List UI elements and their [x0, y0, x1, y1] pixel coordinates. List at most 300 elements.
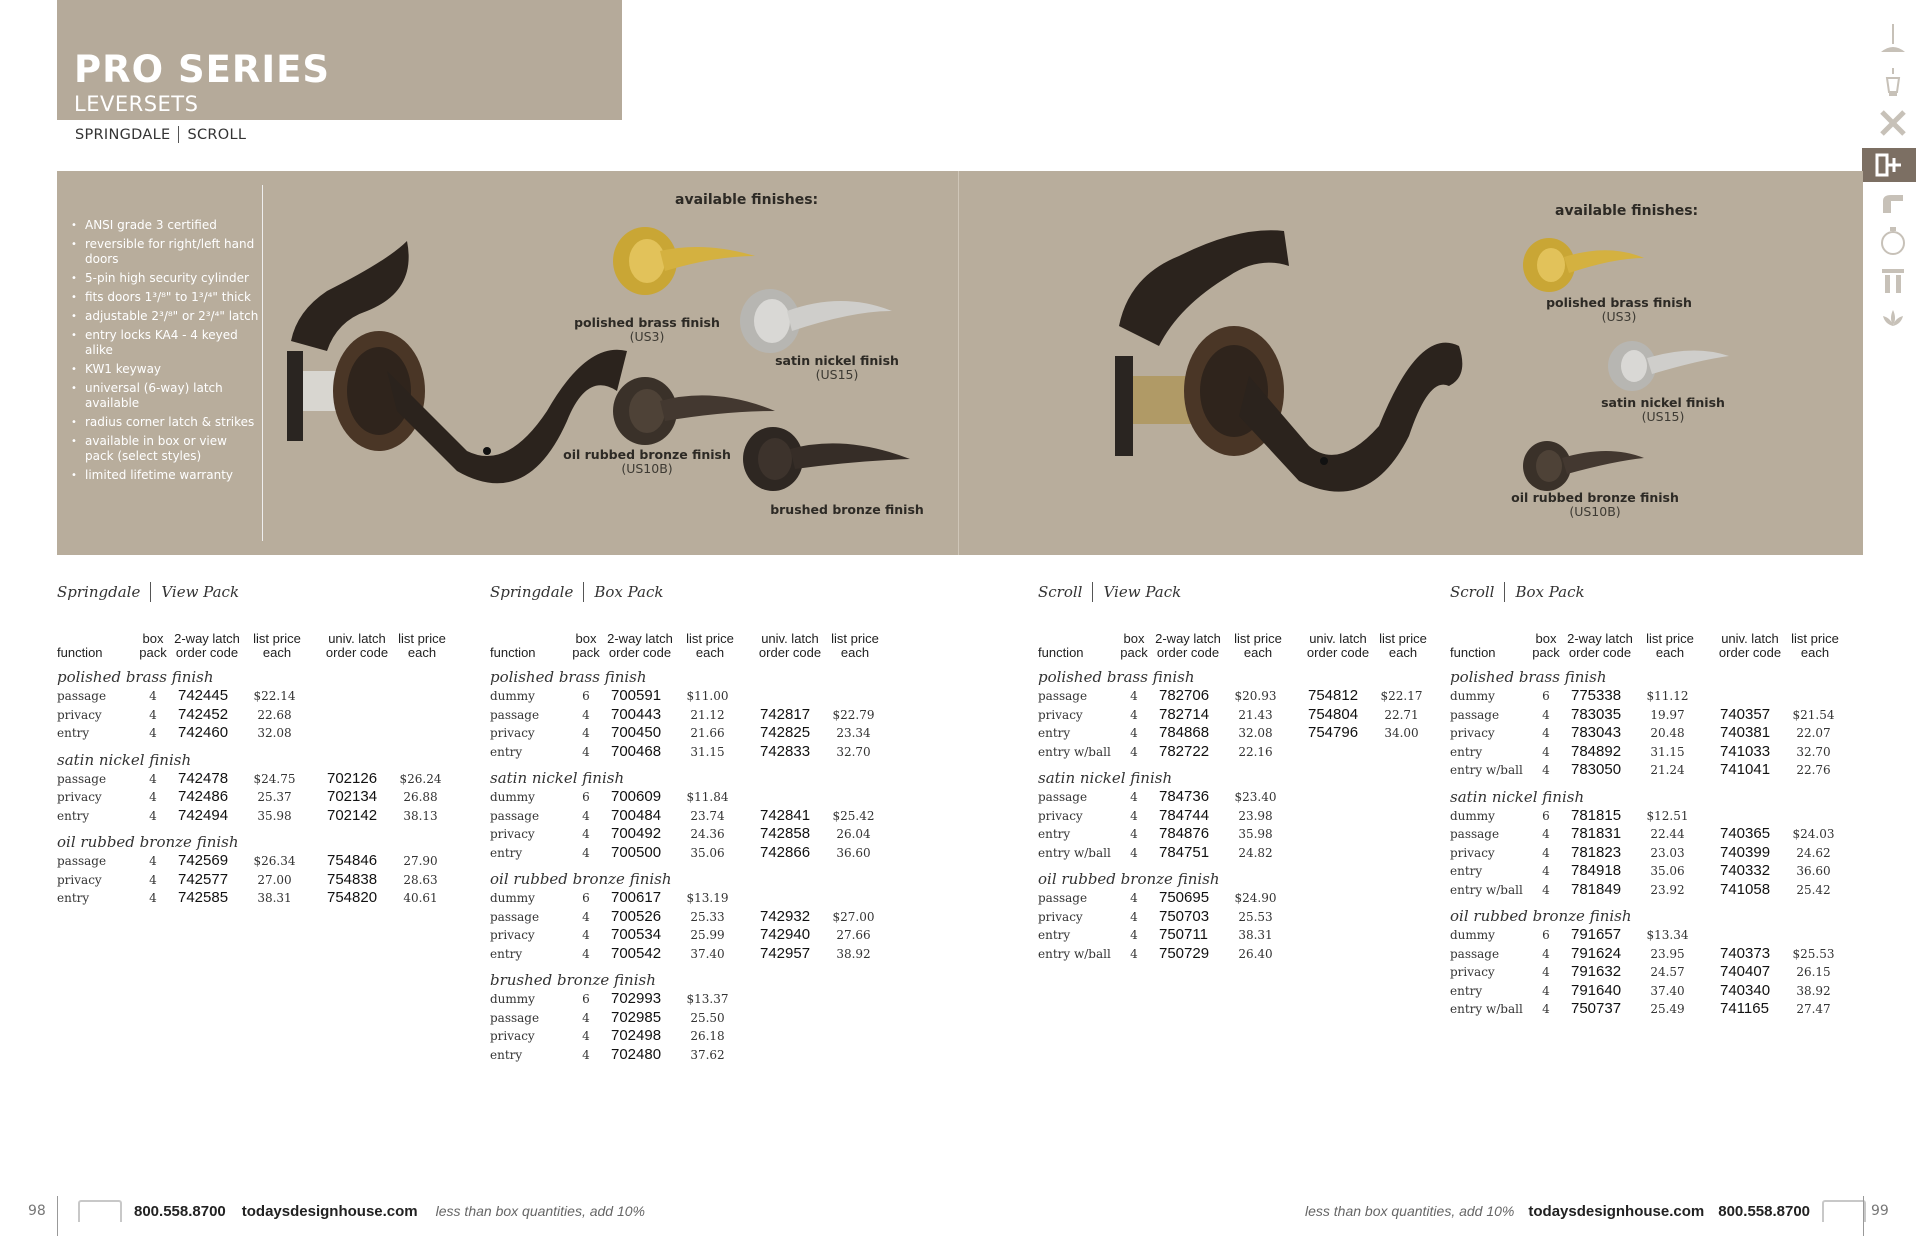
finish-group — [1038, 769, 1438, 862]
function-cell: dummy — [490, 992, 535, 1006]
feature-item: • available in box or view pack (select styles) — [69, 434, 259, 464]
latch-code-cell: 742445 — [178, 687, 229, 704]
table-row — [490, 889, 890, 908]
latch-code-cell: 702480 — [611, 1045, 662, 1063]
box-pack-cell: 4 — [149, 891, 157, 905]
box-pack-cell: 4 — [149, 726, 157, 740]
function-cell: entry — [490, 744, 523, 759]
phone-number[interactable]: 800.558.8700 — [134, 1202, 226, 1220]
col-univ-price: list price each — [1791, 631, 1839, 660]
pendant-light-icon[interactable] — [1866, 24, 1920, 58]
table-row — [1038, 743, 1438, 762]
box-pack-cell: 4 — [1542, 763, 1550, 777]
table-row — [1450, 844, 1850, 863]
col-list-price: list price each — [1234, 631, 1282, 660]
univ-price-cell: $25.42 — [832, 808, 875, 823]
univ-code-cell: 742841 — [760, 806, 811, 824]
table-row — [1038, 908, 1438, 927]
finish-group-title: brushed bronze finish — [490, 971, 656, 989]
list-price-cell: 23.03 — [1650, 845, 1685, 860]
table-row — [1450, 825, 1850, 844]
table-row — [490, 1046, 890, 1065]
function-cell: passage — [57, 771, 107, 786]
latch-code-cell: 750711 — [1159, 926, 1208, 943]
function-cell: dummy — [1450, 808, 1495, 823]
list-price-cell: 37.62 — [690, 1047, 725, 1062]
box-pack-cell: 4 — [582, 1047, 590, 1062]
table-row — [1038, 825, 1438, 844]
table-row — [1450, 724, 1850, 743]
list-price-cell: $24.75 — [253, 771, 296, 786]
function-cell: privacy — [57, 790, 102, 804]
finish-group-title: oil rubbed bronze finish — [1450, 907, 1632, 925]
latch-code-cell: 784751 — [1159, 843, 1210, 861]
table-row — [57, 871, 457, 890]
table-title — [490, 582, 890, 602]
crumb-scroll[interactable]: SCROLL — [187, 126, 247, 143]
col-box-pack: box pack — [1532, 631, 1560, 660]
feature-item: • radius corner latch & strikes — [69, 415, 259, 430]
univ-price-cell: 36.60 — [1796, 864, 1831, 878]
col-latch-code: 2-way latch order code — [1155, 631, 1221, 660]
latch-code-cell: 784876 — [1159, 825, 1210, 842]
finish-group-title: polished brass finish — [1038, 668, 1195, 686]
finish-group — [1038, 668, 1438, 761]
list-price-cell: 31.15 — [690, 744, 725, 759]
function-cell: entry w/ball — [1038, 946, 1111, 961]
univ-price-cell: 22.71 — [1384, 707, 1419, 722]
website-link[interactable]: todaysdesignhouse.com — [241, 1202, 418, 1220]
finish-group-title: satin nickel finish — [1450, 787, 1585, 806]
box-pack-cell: 6 — [1542, 808, 1550, 823]
latch-code-cell: 784744 — [1159, 806, 1210, 824]
list-price-cell: 32.08 — [257, 726, 292, 740]
page-number-right: 99 — [1871, 1203, 1889, 1219]
finish-group — [490, 870, 890, 963]
function-cell: passage — [490, 707, 540, 722]
col-univ-latch: univ. latch order code — [325, 631, 389, 660]
box-pack-cell: 4 — [1130, 845, 1138, 860]
mirror-icon[interactable] — [1866, 224, 1920, 258]
table-row — [490, 926, 890, 945]
latch-code-cell: 791632 — [1571, 963, 1622, 980]
feature-item: • ANSI grade 3 certified — [69, 218, 259, 233]
box-pack-cell: 4 — [582, 744, 590, 759]
latch-code-cell: 742494 — [178, 806, 229, 824]
table-row — [1038, 889, 1438, 908]
function-cell: passage — [1038, 891, 1088, 905]
table-row — [1038, 945, 1438, 964]
list-price-cell: 21.12 — [690, 707, 725, 722]
box-pack-cell: 4 — [582, 1029, 590, 1043]
function-cell: privacy — [1450, 965, 1495, 979]
designhouse-logo-icon — [78, 1200, 122, 1222]
list-price-cell: 21.24 — [1650, 763, 1685, 777]
latch-code-cell: 700443 — [611, 705, 662, 723]
latch-code-cell: 784868 — [1159, 724, 1210, 741]
latch-code-cell: 700534 — [611, 926, 662, 943]
function-cell: privacy — [1038, 909, 1083, 924]
latch-code-cell: 781831 — [1571, 825, 1622, 842]
list-price-cell: 38.31 — [1238, 928, 1273, 942]
univ-price-cell: $24.03 — [1792, 827, 1835, 841]
available-finishes-label: available finishes: — [675, 192, 819, 208]
list-price-cell: 26.18 — [690, 1029, 725, 1043]
function-cell: passage — [1450, 707, 1500, 722]
footer-right — [1305, 1200, 1878, 1222]
box-pack-cell: 4 — [1130, 928, 1138, 942]
box-pack-cell: 6 — [582, 891, 590, 905]
price-table — [490, 582, 890, 1064]
list-price-cell: 25.99 — [690, 928, 725, 942]
feature-item: • adjustable 2³/⁸" or 2³/⁴" latch — [69, 309, 259, 324]
function-cell: privacy — [1450, 845, 1495, 860]
univ-code-cell: 740399 — [1720, 843, 1771, 861]
tools-icon[interactable] — [1866, 106, 1920, 140]
latch-code-cell: 750703 — [1159, 907, 1210, 925]
finish-group-title: polished brass finish — [1450, 668, 1607, 686]
finish-group — [1450, 668, 1850, 780]
latch-code-cell: 700492 — [611, 825, 662, 842]
finish-label-oil-rubbed-bronze: oil rubbed bronze finish (US10B) — [1511, 490, 1679, 519]
univ-price-cell: 27.90 — [403, 854, 438, 868]
list-price-cell: 23.98 — [1238, 808, 1273, 823]
latch-code-cell: 781823 — [1571, 843, 1622, 861]
table-row — [490, 1009, 890, 1028]
finish-label-polished-brass: polished brass finish (US3) — [574, 315, 720, 344]
col-function: function — [1450, 645, 1496, 660]
box-pack-cell: 4 — [582, 845, 590, 860]
table-row — [1450, 982, 1850, 1001]
univ-code-cell: 754796 — [1308, 724, 1359, 741]
col-box-pack: box pack — [1120, 631, 1148, 660]
table-row — [490, 908, 890, 927]
box-pack-cell: 4 — [582, 1010, 590, 1025]
finish-group-title: satin nickel finish — [57, 750, 192, 769]
table-pack-type: View Pack — [161, 583, 240, 601]
latch-code-cell: 784918 — [1571, 862, 1622, 879]
series-header — [57, 0, 622, 120]
list-price-cell: 21.43 — [1238, 707, 1273, 722]
col-list-price: list price each — [686, 631, 734, 660]
box-pack-cell: 6 — [1542, 928, 1550, 942]
table-row — [1038, 788, 1438, 807]
series-title: PRO SERIES — [74, 48, 331, 91]
univ-code-cell: 702142 — [327, 806, 378, 824]
column-headers — [490, 614, 890, 660]
univ-code-cell: 740340 — [1720, 981, 1771, 999]
list-price-cell: 23.95 — [1650, 946, 1685, 961]
list-price-cell: $12.51 — [1646, 808, 1689, 823]
function-cell: privacy — [490, 827, 535, 841]
function-cell: entry — [1038, 726, 1071, 740]
list-price-cell: $20.93 — [1234, 689, 1277, 703]
univ-price-cell: $27.00 — [832, 909, 875, 924]
finish-group — [490, 971, 890, 1064]
box-pack-cell: 4 — [1542, 845, 1550, 860]
function-cell: dummy — [1450, 928, 1495, 942]
univ-code-cell: 740332 — [1720, 862, 1771, 879]
satin-nickel-swatch — [1604, 336, 1734, 396]
list-price-cell: 22.16 — [1238, 744, 1273, 759]
box-pack-cell: 4 — [1130, 707, 1138, 722]
table-title — [57, 582, 457, 602]
univ-code-cell: 742817 — [760, 705, 811, 723]
function-cell: entry — [490, 845, 523, 860]
function-cell: entry w/ball — [1038, 845, 1111, 860]
table-row — [490, 724, 890, 743]
univ-price-cell: 25.42 — [1796, 882, 1831, 897]
univ-price-cell: 34.00 — [1384, 726, 1419, 740]
finish-label-polished-brass: polished brass finish (US3) — [1546, 295, 1692, 324]
column-headers — [57, 614, 457, 660]
crumb-springdale[interactable]: SPRINGDALE — [75, 126, 171, 143]
univ-code-cell: 754838 — [327, 870, 378, 888]
list-price-cell: 35.06 — [690, 845, 725, 860]
col-function: function — [490, 645, 536, 660]
box-pack-cell: 4 — [1130, 744, 1138, 759]
function-cell: entry w/ball — [1450, 1002, 1523, 1016]
latch-code-cell: 784736 — [1159, 788, 1210, 805]
table-row — [57, 724, 457, 743]
list-price-cell: 25.33 — [690, 909, 725, 924]
latch-code-cell: 784892 — [1571, 742, 1622, 760]
latch-code-cell: 783043 — [1571, 724, 1622, 741]
univ-code-cell: 740407 — [1720, 963, 1771, 980]
table-row — [490, 1027, 890, 1046]
table-row — [490, 825, 890, 844]
univ-price-cell: 38.13 — [403, 808, 438, 823]
finish-group — [57, 668, 457, 743]
function-cell: privacy — [1038, 707, 1083, 722]
col-function: function — [1038, 645, 1084, 660]
latch-code-cell: 700468 — [611, 742, 662, 760]
list-price-cell: 38.31 — [257, 891, 292, 905]
univ-price-cell: 36.60 — [836, 845, 871, 860]
univ-price-cell: 28.63 — [403, 872, 438, 887]
finish-group — [1450, 907, 1850, 1019]
table-row — [57, 687, 457, 706]
latch-code-cell: 742460 — [178, 724, 229, 741]
faucet-icon[interactable] — [1866, 186, 1920, 220]
finish-group-title: satin nickel finish — [490, 769, 625, 787]
function-cell: entry — [57, 891, 90, 905]
table-row — [490, 788, 890, 807]
table-style-name: Springdale — [57, 583, 141, 601]
table-row — [1450, 1000, 1850, 1019]
column-icon[interactable] — [1866, 264, 1920, 298]
table-row — [1038, 844, 1438, 863]
phone-number[interactable]: 800.558.8700 — [1718, 1202, 1811, 1220]
function-cell: privacy — [1450, 726, 1495, 740]
univ-price-cell: 27.66 — [836, 928, 871, 942]
table-row — [490, 990, 890, 1009]
univ-code-cell: 740365 — [1720, 825, 1771, 842]
univ-code-cell: 702126 — [327, 769, 378, 787]
latch-code-cell: 750695 — [1159, 889, 1210, 906]
box-pack-cell: 4 — [1130, 808, 1138, 823]
finish-label-satin-nickel: satin nickel finish (US15) — [775, 353, 899, 382]
available-finishes-label: available finishes: — [1555, 203, 1699, 219]
finish-label-satin-nickel: satin nickel finish (US15) — [1601, 395, 1725, 424]
list-price-cell: $11.00 — [686, 689, 729, 703]
col-latch-code: 2-way latch order code — [174, 631, 240, 660]
finish-label-brushed-bronze: brushed bronze finish — [770, 502, 924, 517]
univ-code-cell: 740381 — [1720, 724, 1771, 741]
table-style-name: Scroll — [1450, 583, 1495, 601]
price-table — [1450, 582, 1850, 1019]
list-price-cell: $26.34 — [253, 854, 296, 868]
function-cell: passage — [57, 689, 107, 703]
univ-price-cell: $22.17 — [1380, 689, 1423, 703]
function-cell: entry w/ball — [1450, 763, 1523, 777]
function-cell: passage — [1450, 946, 1500, 961]
univ-price-cell: 38.92 — [1796, 983, 1831, 998]
function-cell: entry — [1450, 744, 1483, 759]
col-univ-price: list price each — [831, 631, 879, 660]
box-pack-cell: 4 — [1542, 882, 1550, 897]
box-pack-cell: 4 — [582, 726, 590, 740]
col-univ-latch: univ. latch order code — [758, 631, 822, 660]
table-row — [57, 889, 457, 908]
website-link[interactable]: todaysdesignhouse.com — [1528, 1202, 1705, 1220]
list-price-cell: $13.37 — [686, 992, 729, 1006]
table-row — [1450, 761, 1850, 780]
list-price-cell: 37.40 — [1650, 983, 1685, 998]
box-pack-cell: 4 — [1542, 726, 1550, 740]
latch-code-cell: 781815 — [1571, 806, 1622, 824]
table-title — [1450, 582, 1850, 602]
divider — [57, 1196, 58, 1236]
latch-code-cell: 782722 — [1159, 742, 1210, 760]
box-pack-cell: 4 — [1130, 909, 1138, 924]
col-latch-code: 2-way latch order code — [607, 631, 673, 660]
function-cell: privacy — [1038, 808, 1083, 823]
box-pack-cell: 4 — [1130, 689, 1138, 703]
footer-note: less than box quantities, add 10% — [435, 1203, 646, 1219]
finish-group — [57, 751, 457, 826]
latch-code-cell: 700591 — [611, 687, 662, 704]
table-pack-type: Box Pack — [594, 583, 664, 601]
col-list-price: list price each — [1646, 631, 1694, 660]
univ-code-cell: 742858 — [760, 825, 811, 842]
table-row — [1450, 687, 1850, 706]
col-univ-price: list price each — [398, 631, 446, 660]
univ-code-cell: 754846 — [327, 852, 378, 869]
list-price-cell: 25.53 — [1238, 909, 1273, 924]
feature-item: • limited lifetime warranty — [69, 468, 259, 483]
function-cell: entry — [57, 808, 90, 823]
table-row — [490, 743, 890, 762]
list-price-cell: $24.90 — [1234, 891, 1277, 905]
function-cell: privacy — [490, 1029, 535, 1043]
table-row — [490, 844, 890, 863]
table-title — [1038, 582, 1438, 602]
latch-code-cell: 783050 — [1571, 761, 1622, 778]
breadcrumb — [75, 126, 246, 143]
function-cell: entry w/ball — [1450, 882, 1523, 897]
univ-price-cell: 22.76 — [1796, 763, 1831, 777]
function-cell: entry — [1038, 827, 1071, 841]
col-univ-latch: univ. latch order code — [1718, 631, 1782, 660]
box-pack-cell: 4 — [582, 909, 590, 924]
table-row — [1450, 945, 1850, 964]
box-pack-cell: 4 — [1542, 707, 1550, 722]
box-pack-cell: 4 — [1542, 864, 1550, 878]
lotus-icon[interactable] — [1866, 302, 1920, 336]
table-row — [57, 852, 457, 871]
univ-code-cell: 742825 — [760, 724, 811, 741]
list-price-cell: 22.68 — [257, 707, 292, 722]
function-cell: passage — [1038, 790, 1088, 804]
table-row — [1038, 807, 1438, 826]
list-price-cell: 37.40 — [690, 946, 725, 961]
latch-code-cell: 702498 — [611, 1027, 662, 1044]
univ-price-cell: 32.70 — [1796, 744, 1831, 759]
feature-list — [69, 218, 259, 487]
function-cell: passage — [490, 808, 540, 823]
list-price-cell: 22.44 — [1650, 827, 1685, 841]
scroll-product-panel — [958, 171, 1863, 555]
lantern-icon[interactable] — [1866, 66, 1920, 100]
latch-code-cell: 791640 — [1571, 981, 1622, 999]
finish-group-title: polished brass finish — [57, 668, 214, 686]
list-price-cell: $11.84 — [686, 790, 729, 804]
table-row — [490, 807, 890, 826]
brushed-bronze-swatch — [735, 419, 915, 499]
function-cell: entry — [1450, 983, 1483, 998]
latch-code-cell: 750729 — [1159, 944, 1210, 962]
finish-group-title: oil rubbed bronze finish — [490, 870, 672, 888]
springdale-product-panel — [57, 171, 958, 555]
divider — [1863, 1196, 1864, 1236]
table-row — [1450, 743, 1850, 762]
function-cell: passage — [1450, 827, 1500, 841]
table-row — [57, 807, 457, 826]
function-cell: dummy — [490, 891, 535, 905]
box-pack-cell: 6 — [582, 790, 590, 804]
table-row — [57, 706, 457, 725]
univ-code-cell: 741033 — [1720, 742, 1771, 760]
box-pack-cell: 6 — [1542, 689, 1550, 703]
box-pack-cell: 4 — [1130, 827, 1138, 841]
function-cell: dummy — [490, 790, 535, 804]
function-cell: privacy — [57, 707, 102, 722]
table-row — [490, 706, 890, 725]
box-pack-cell: 4 — [1542, 827, 1550, 841]
function-cell: passage — [490, 1010, 540, 1025]
finish-group-title: oil rubbed bronze finish — [1038, 870, 1220, 888]
univ-price-cell: $26.24 — [399, 771, 442, 786]
table-row — [1038, 724, 1438, 743]
finish-group — [57, 833, 457, 908]
series-subtitle: LEVERSETS — [74, 92, 199, 116]
table-row — [1038, 926, 1438, 945]
col-function: function — [57, 645, 103, 660]
univ-code-cell: 741041 — [1720, 761, 1771, 778]
univ-price-cell: 26.88 — [403, 790, 438, 804]
list-price-cell: 25.49 — [1650, 1002, 1685, 1016]
latch-code-cell: 700609 — [611, 788, 662, 805]
list-price-cell: 23.74 — [690, 808, 725, 823]
function-cell: entry w/ball — [1038, 744, 1111, 759]
box-pack-cell: 4 — [149, 808, 157, 823]
door-hardware-icon[interactable] — [1862, 148, 1916, 182]
feature-item: • fits doors 1³/⁸" to 1³/⁴" thick — [69, 290, 259, 305]
list-price-cell: 24.82 — [1238, 845, 1273, 860]
column-headers — [1450, 614, 1850, 660]
latch-code-cell: 783035 — [1571, 705, 1622, 723]
